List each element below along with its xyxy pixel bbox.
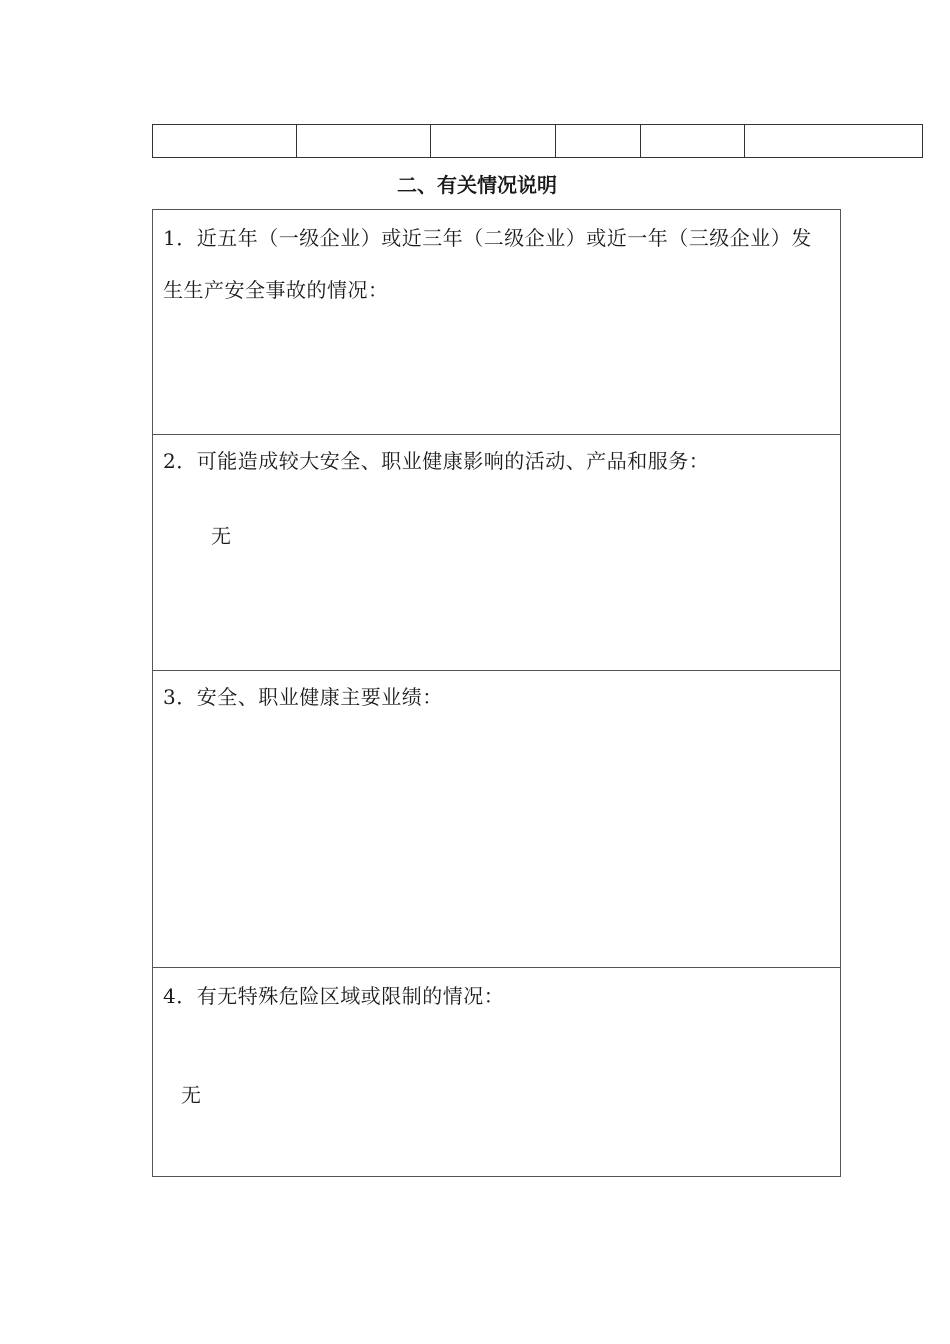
info-row-impact-activities	[153, 435, 840, 671]
question-impact-activities: 2．可能造成较大安全、职业健康影响的活动、产品和服务：	[163, 449, 710, 473]
table-cell	[297, 125, 431, 158]
table-cell	[556, 125, 641, 158]
answer-impact-activities: 无	[211, 524, 231, 548]
table-row	[153, 125, 923, 158]
table-cell	[745, 125, 923, 158]
question-performance: 3．安全、职业健康主要业绩：	[163, 685, 443, 709]
section-title	[152, 170, 802, 200]
question-hazard-areas: 4．有无特殊危险区域或限制的情况：	[163, 984, 505, 1008]
section-title-text: 二、有关情况说明	[397, 173, 557, 197]
info-table	[152, 209, 841, 1177]
info-row-performance	[153, 671, 840, 968]
answer-hazard-areas: 无	[181, 1083, 201, 1107]
table-cell	[153, 125, 297, 158]
question-accidents: 1．近五年（一级企业）或近三年（二级企业）或近一年（三级企业）发生生产安全事故的情况：	[163, 226, 812, 302]
table-cell	[641, 125, 745, 158]
info-row-hazard-areas	[153, 968, 840, 1178]
top-table	[152, 124, 923, 158]
info-row-accidents	[153, 210, 840, 435]
table-cell	[431, 125, 556, 158]
